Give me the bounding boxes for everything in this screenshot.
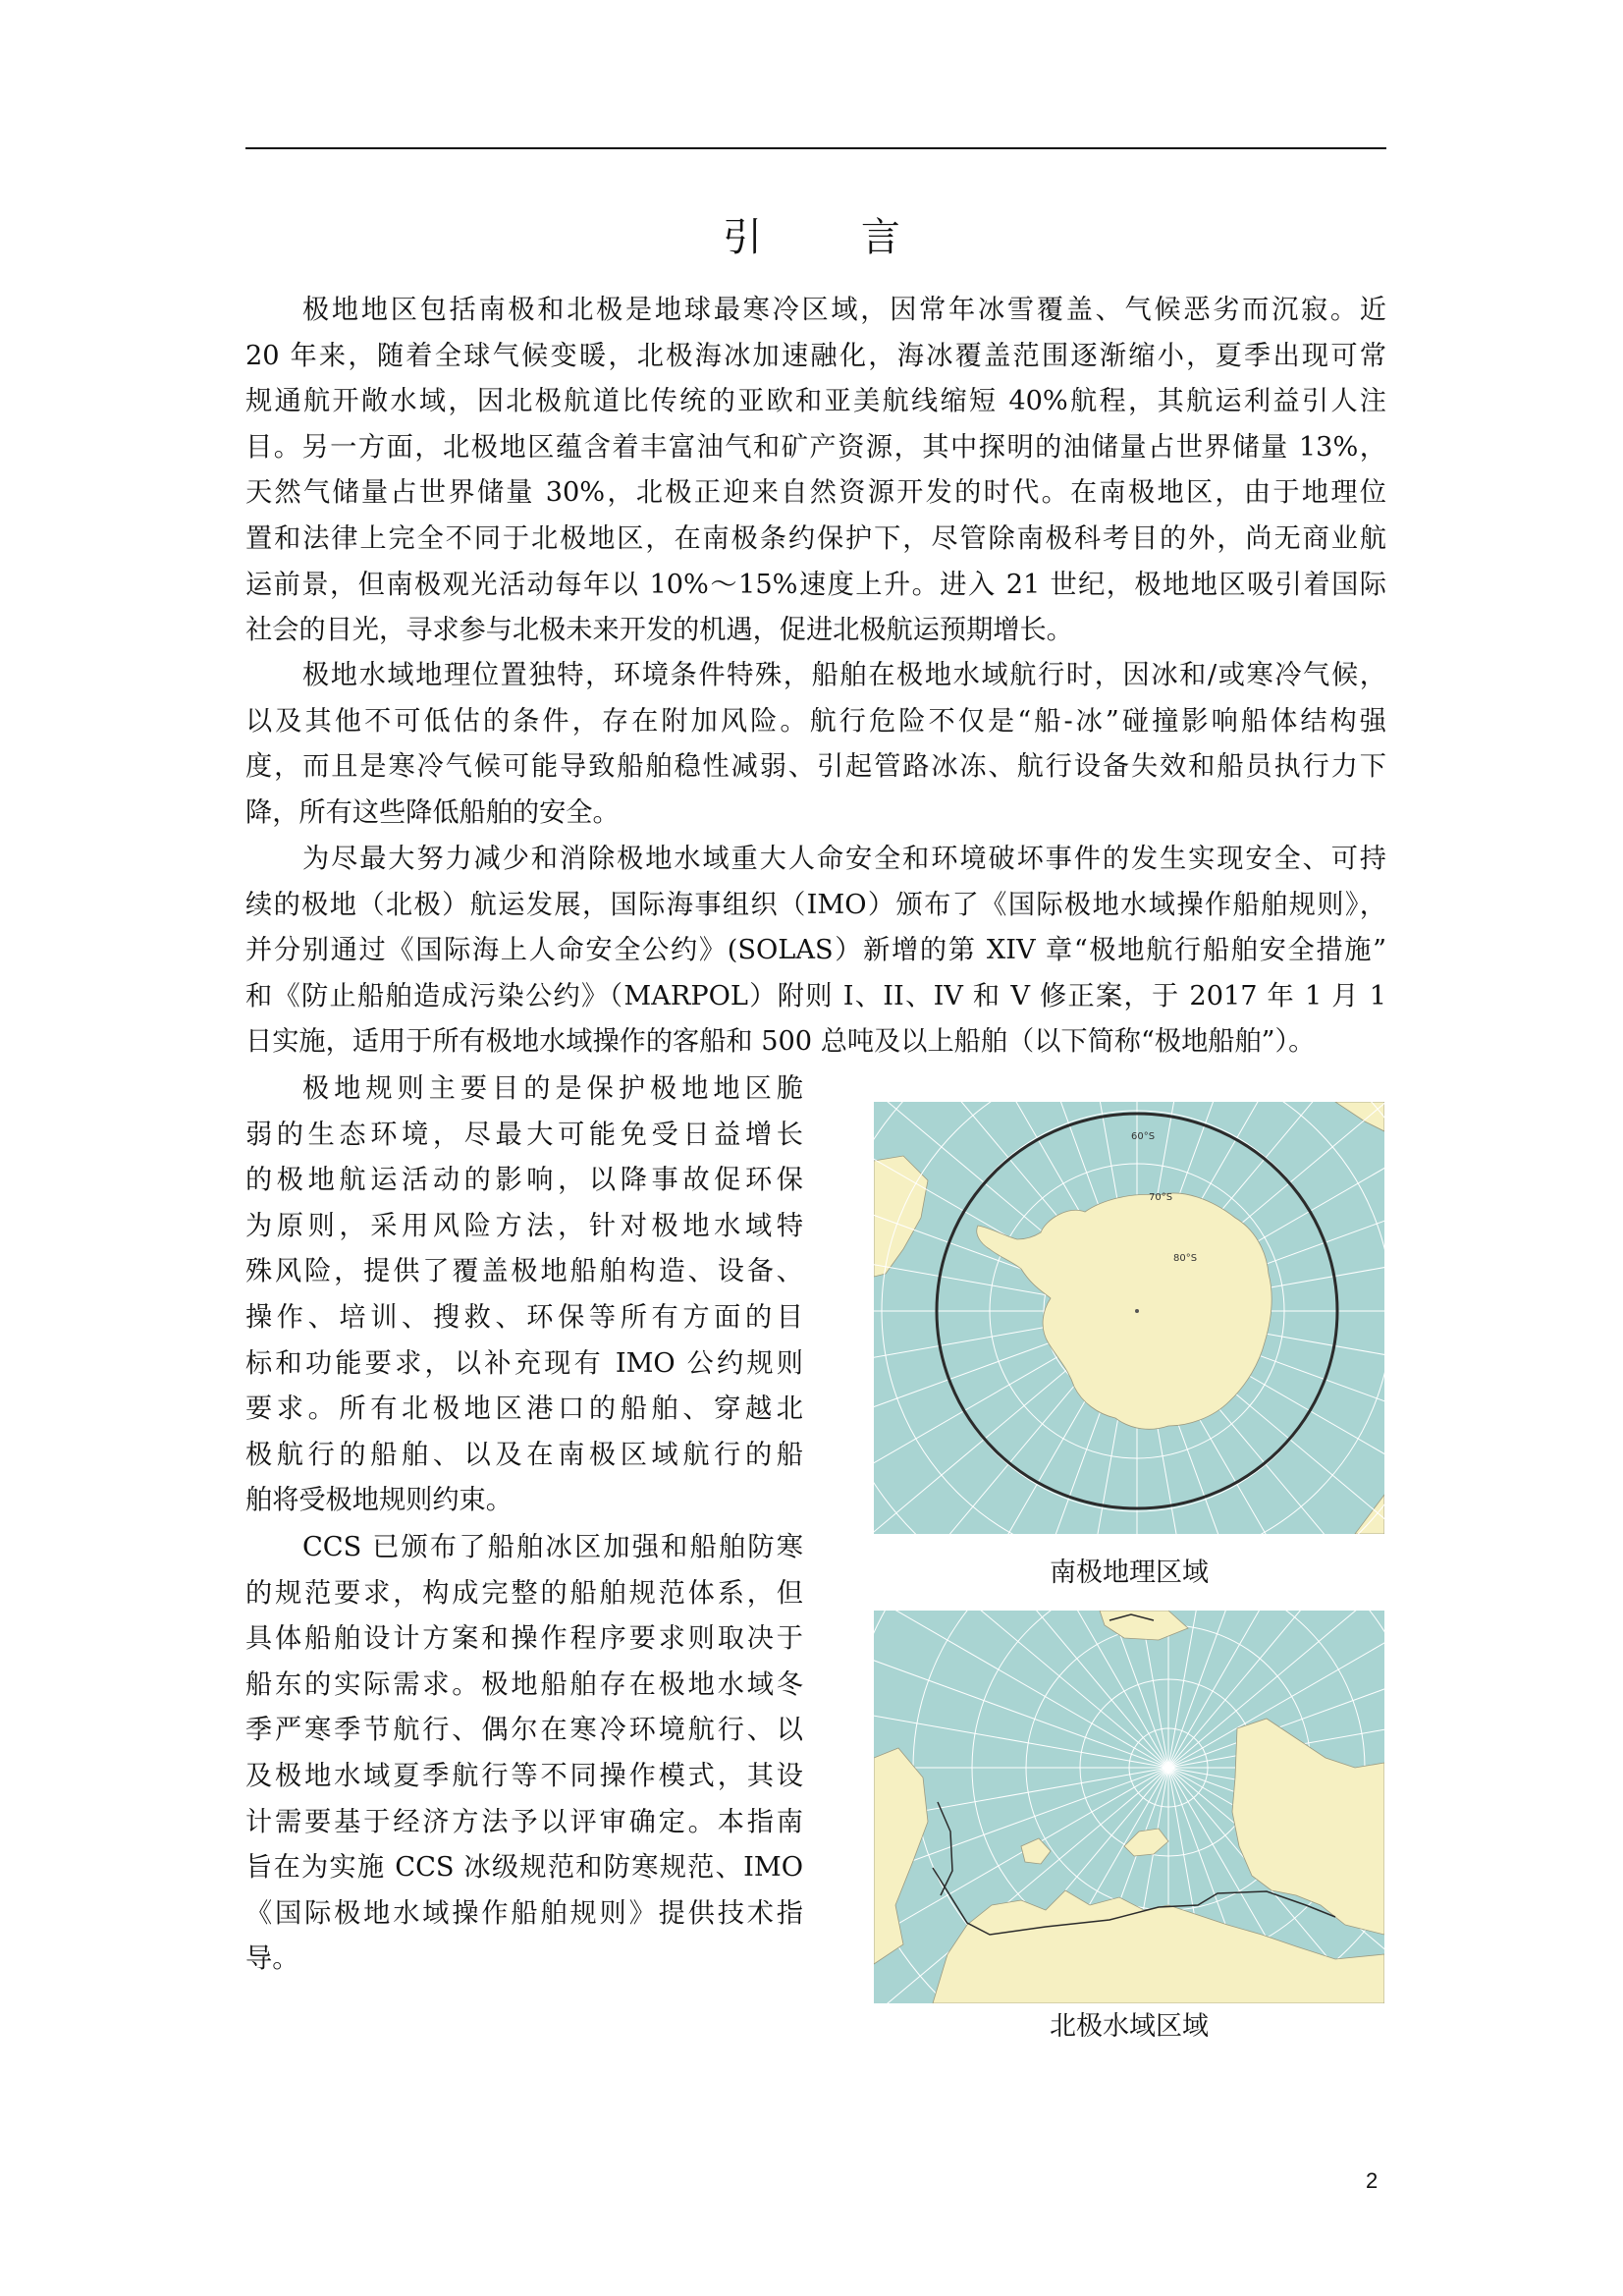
text-line: 舶将受极地规则约束。 <box>245 1485 513 1516</box>
arctic-caption: 北极水域区域 <box>1050 2011 1209 2042</box>
paragraph-1 <box>245 288 1386 654</box>
text-line: 殊风险，提供了覆盖极地船舶构造、设备、 <box>245 1256 803 1287</box>
text-line: 日实施，适用于所有极地水域操作的客船和 500 总吨及以上船舶（以下简称“极地船舶”）。 <box>245 1026 1316 1058</box>
paragraph-3 <box>245 837 1386 1066</box>
text-line: 极地规则主要目的是保护极地地区脆 <box>302 1073 803 1104</box>
text-line: 度，而且是寒冷气候可能导致船舶稳性减弱、引起管路冰冻、航行设备失效和船员执行力下 <box>245 751 1386 783</box>
antarctic-caption: 南极地理区域 <box>1050 1558 1209 1588</box>
text-line: 导。 <box>245 1943 299 1975</box>
paragraph-5 <box>245 1525 803 1983</box>
text-line: 计需要基于经济方法予以评审确定。本指南 <box>245 1806 803 1837</box>
text-line: 降，所有这些降低船舶的安全。 <box>245 796 620 828</box>
text-line: 极地水域地理位置独特，环境条件特殊，船舶在极地水域航行时，因冰和/或寒冷气候， <box>302 660 1386 690</box>
text-line: 为尽最大努力减少和消除极地水域重大人命安全和环境破坏事件的发生实现安全、可持 <box>302 844 1386 874</box>
lat70-label: 70°S <box>1149 1192 1173 1203</box>
text-line: CCS 已颁布了船舶冰区加强和船舶防寒 <box>302 1532 803 1562</box>
lat60-label: 60°S <box>1131 1131 1156 1142</box>
text-line: 及极地水域夏季航行等不同操作模式，其设 <box>245 1760 803 1791</box>
text-line: 目。另一方面，北极地区蕴含着丰富油气和矿产资源，其中探明的油储量占世界储量 13%， <box>245 431 1386 463</box>
text-line: 续的极地（北极）航运发展，国际海事组织（IMO）颁布了《国际极地水域操作船舶规则》， <box>245 889 1386 920</box>
text-line: 的规范要求，构成完整的船舶规范体系，但 <box>245 1577 803 1609</box>
text-line: 天然气储量占世界储量 30%，北极正迎来自然资源开发的时代。在南极地区，由于地理位 <box>245 477 1386 509</box>
text-line: 置和法律上完全不同于北极地区，在南极条约保护下，尽管除南极科考目的外，尚无商业航 <box>245 522 1386 554</box>
text-line: 20 年来，随着全球气候变暖，北极海冰加速融化，海冰覆盖范围逐渐缩小，夏季出现可常 <box>245 340 1386 371</box>
text-line: 旨在为实施 CCS 冰级规范和防寒规范、IMO <box>245 1852 803 1884</box>
header-rule <box>245 147 1386 149</box>
antarctic-map-graphic <box>874 1102 1384 1534</box>
text-line: 弱的生态环境，尽最大可能免受日益增长 <box>245 1119 803 1150</box>
text-line: 《国际极地水域操作船舶规则》提供技术指 <box>245 1897 803 1929</box>
text-line: 具体船舶设计方案和操作程序要求则取决于 <box>245 1623 803 1655</box>
paragraph-2 <box>245 653 1386 836</box>
text-line: 极航行的船舶、以及在南极区域航行的船 <box>245 1439 803 1470</box>
antarctic-map <box>874 1102 1384 1534</box>
arctic-map-graphic <box>874 1611 1384 2003</box>
text-line: 标和功能要求，以补充现有 IMO 公约规则 <box>245 1347 803 1379</box>
paragraph-4 <box>245 1066 803 1524</box>
text-line: 船东的实际需求。极地船舶存在极地水域冬 <box>245 1668 803 1700</box>
text-line: 要求。所有北极地区港口的船舶、穿越北 <box>245 1394 803 1425</box>
page-number: 2 <box>1366 2168 1379 2193</box>
text-line: 规通航开敞水域，因北极航道比传统的亚欧和亚美航线缩短 40%航程，其航运利益引人注 <box>245 386 1386 417</box>
text-line: 为原则，采用风险方法，针对极地水域特 <box>245 1210 803 1241</box>
text-line: 社会的目光，寻求参与北极未来开发的机遇，促进北极航运预期增长。 <box>245 615 1073 646</box>
text-line: 季严寒季节航行、偶尔在寒冷环境航行、以 <box>245 1715 803 1746</box>
text-line: 以及其他不可低估的条件，存在附加风险。航行危险不仅是“船-冰”碰撞影响船体结构强 <box>245 705 1386 737</box>
text-line: 极地地区包括南极和北极是地球最寒冷区域，因常年冰雪覆盖、气候恶劣而沉寂。近 <box>302 295 1386 325</box>
page-title: 引 言 <box>723 215 944 260</box>
text-line: 操作、培训、搜救、环保等所有方面的目 <box>245 1301 803 1333</box>
lat80-label: 80°S <box>1173 1253 1198 1264</box>
text-line: 和《防止船舶造成污染公约》（MARPOL）附则 I、II、IV 和 V 修正案，于 2017 年 1 月 1 <box>245 980 1386 1011</box>
text-line: 并分别通过《国际海上人命安全公约》(SOLAS）新增的第 XIV 章“极地航行船舶安全措施” <box>245 935 1386 966</box>
text-line: 的极地航运活动的影响，以降事故促环保 <box>245 1165 803 1196</box>
text-line: 运前景，但南极观光活动每年以 10%～15%速度上升。进入 21 世纪，极地地区吸引着国际 <box>245 569 1386 600</box>
arctic-map <box>874 1611 1384 2003</box>
